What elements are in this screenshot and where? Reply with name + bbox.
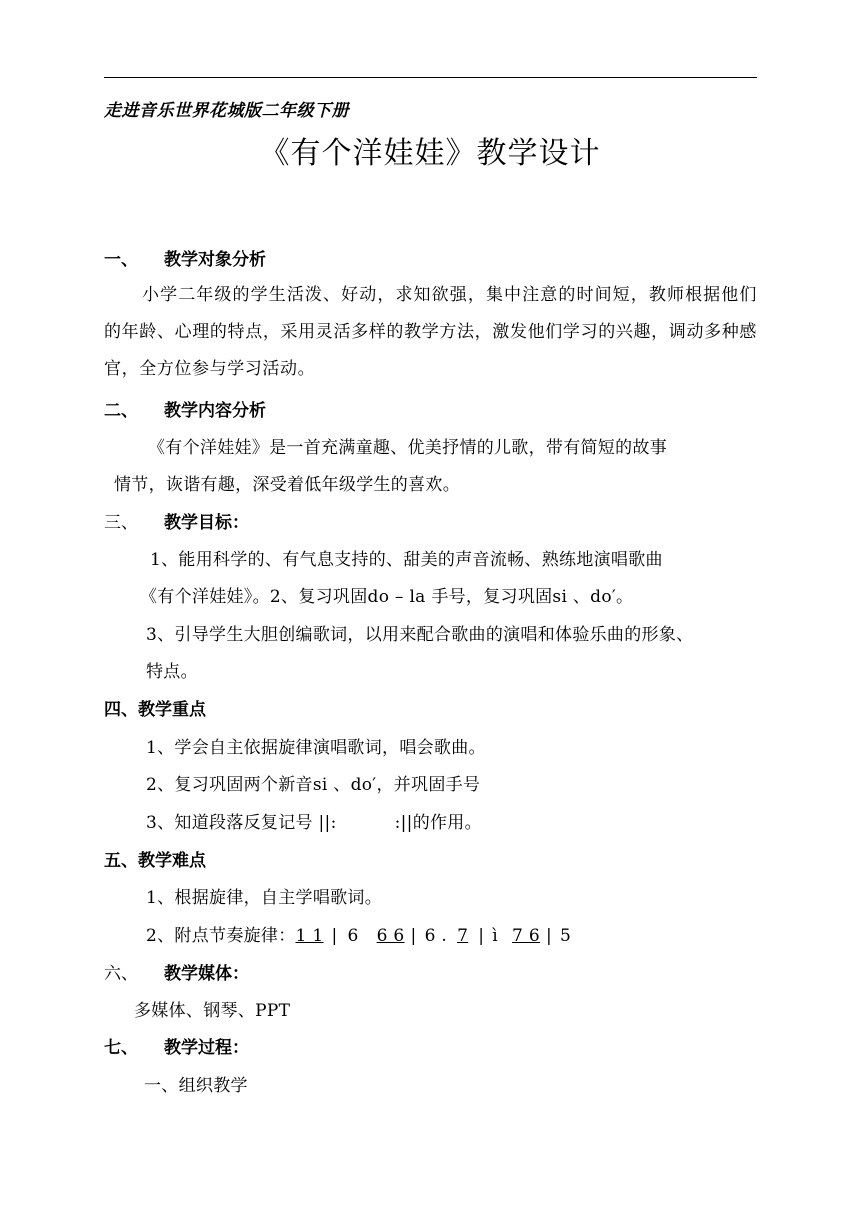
notation-note: 6 . — [424, 926, 448, 946]
header-divider — [104, 77, 757, 78]
notation-note: 6 — [347, 926, 359, 946]
series-header: 走进音乐世界花城版二年级下册 — [104, 101, 349, 121]
section-3-line-4: 特点。 — [146, 662, 198, 682]
section-heading-3 — [104, 508, 249, 533]
section-5-item-2 — [146, 921, 571, 946]
section-1-body: 小学二年级的学生活泼、好动，求知欲强，集中注意的时间短，教师根据他们的年龄、心理的特点，采用灵活多样的教学方法，激发他们学习的兴趣，调动多种感官，全方位参与学习活动。 — [104, 285, 757, 379]
section-number: 一、 — [104, 250, 138, 270]
section-heading-1 — [104, 245, 266, 270]
section-4-item-2: 2、复习巩固两个新音si 、do′，并巩固手号 — [146, 775, 481, 795]
document-title: 《有个洋娃娃》教学设计 — [259, 136, 601, 171]
section-3-line-2: 《有个洋娃娃》。2、复习巩固do – la 手号，复习巩固si 、do′。 — [140, 587, 634, 607]
repeat-sign-end-text: :||的作用。 — [394, 813, 482, 833]
bar-line: | — [545, 926, 552, 946]
notation-note: 7 6 — [512, 926, 540, 946]
section-title: 教学对象分析 — [164, 250, 266, 270]
section-2-line-1: 《有个洋娃娃》是一首充满童趣、优美抒情的儿歌，带有简短的故事 — [148, 438, 667, 458]
section-6-body: 多媒体、钢琴、PPT — [134, 1001, 291, 1021]
item-label: 2、附点节奏旋律： — [146, 926, 296, 946]
section-number: 七、 — [104, 1038, 138, 1058]
section-heading-2 — [104, 396, 266, 421]
bar-line: | — [331, 926, 338, 946]
notation-note: ì — [492, 926, 499, 946]
notation-note: 6 6 — [376, 926, 405, 946]
repeat-sign-start-text: 3、知道段落反复记号 ||: — [146, 813, 337, 833]
section-number: 三、 — [104, 513, 138, 533]
section-title: 教学目标： — [164, 513, 249, 533]
section-heading-4: 四、教学重点 — [104, 700, 206, 720]
section-3-line-3: 3、引导学生大胆创编歌词，以用来配合歌曲的演唱和体验乐曲的形象、 — [146, 625, 694, 645]
section-title: 教学过程： — [164, 1038, 249, 1058]
notation-note: 1 1 — [295, 926, 324, 946]
bar-line: | — [478, 926, 485, 946]
section-5-item-1: 1、根据旋律，自主学唱歌词。 — [146, 888, 383, 908]
section-4-item-3 — [146, 808, 482, 833]
section-7-item-1: 一、组织教学 — [144, 1076, 248, 1096]
section-3-line-1: 1、能用科学的、有气息支持的、甜美的声音流畅、熟练地演唱歌曲 — [150, 550, 663, 570]
section-title: 教学内容分析 — [164, 401, 266, 421]
section-heading-6 — [104, 959, 249, 984]
section-heading-7 — [104, 1033, 249, 1058]
section-number: 六、 — [104, 964, 138, 984]
section-2-line-2: 情节，诙谐有趣，深受着低年级学生的喜欢。 — [114, 475, 460, 495]
section-heading-5: 五、教学难点 — [104, 851, 206, 871]
section-4-item-1: 1、学会自主依据旋律演唱歌词，唱会歌曲。 — [146, 738, 486, 758]
notation-note: 7 — [457, 926, 469, 946]
section-title: 教学媒体： — [164, 964, 249, 984]
section-number: 二、 — [104, 401, 138, 421]
bar-line: | — [410, 926, 417, 946]
notation-note: 5 — [559, 926, 572, 946]
